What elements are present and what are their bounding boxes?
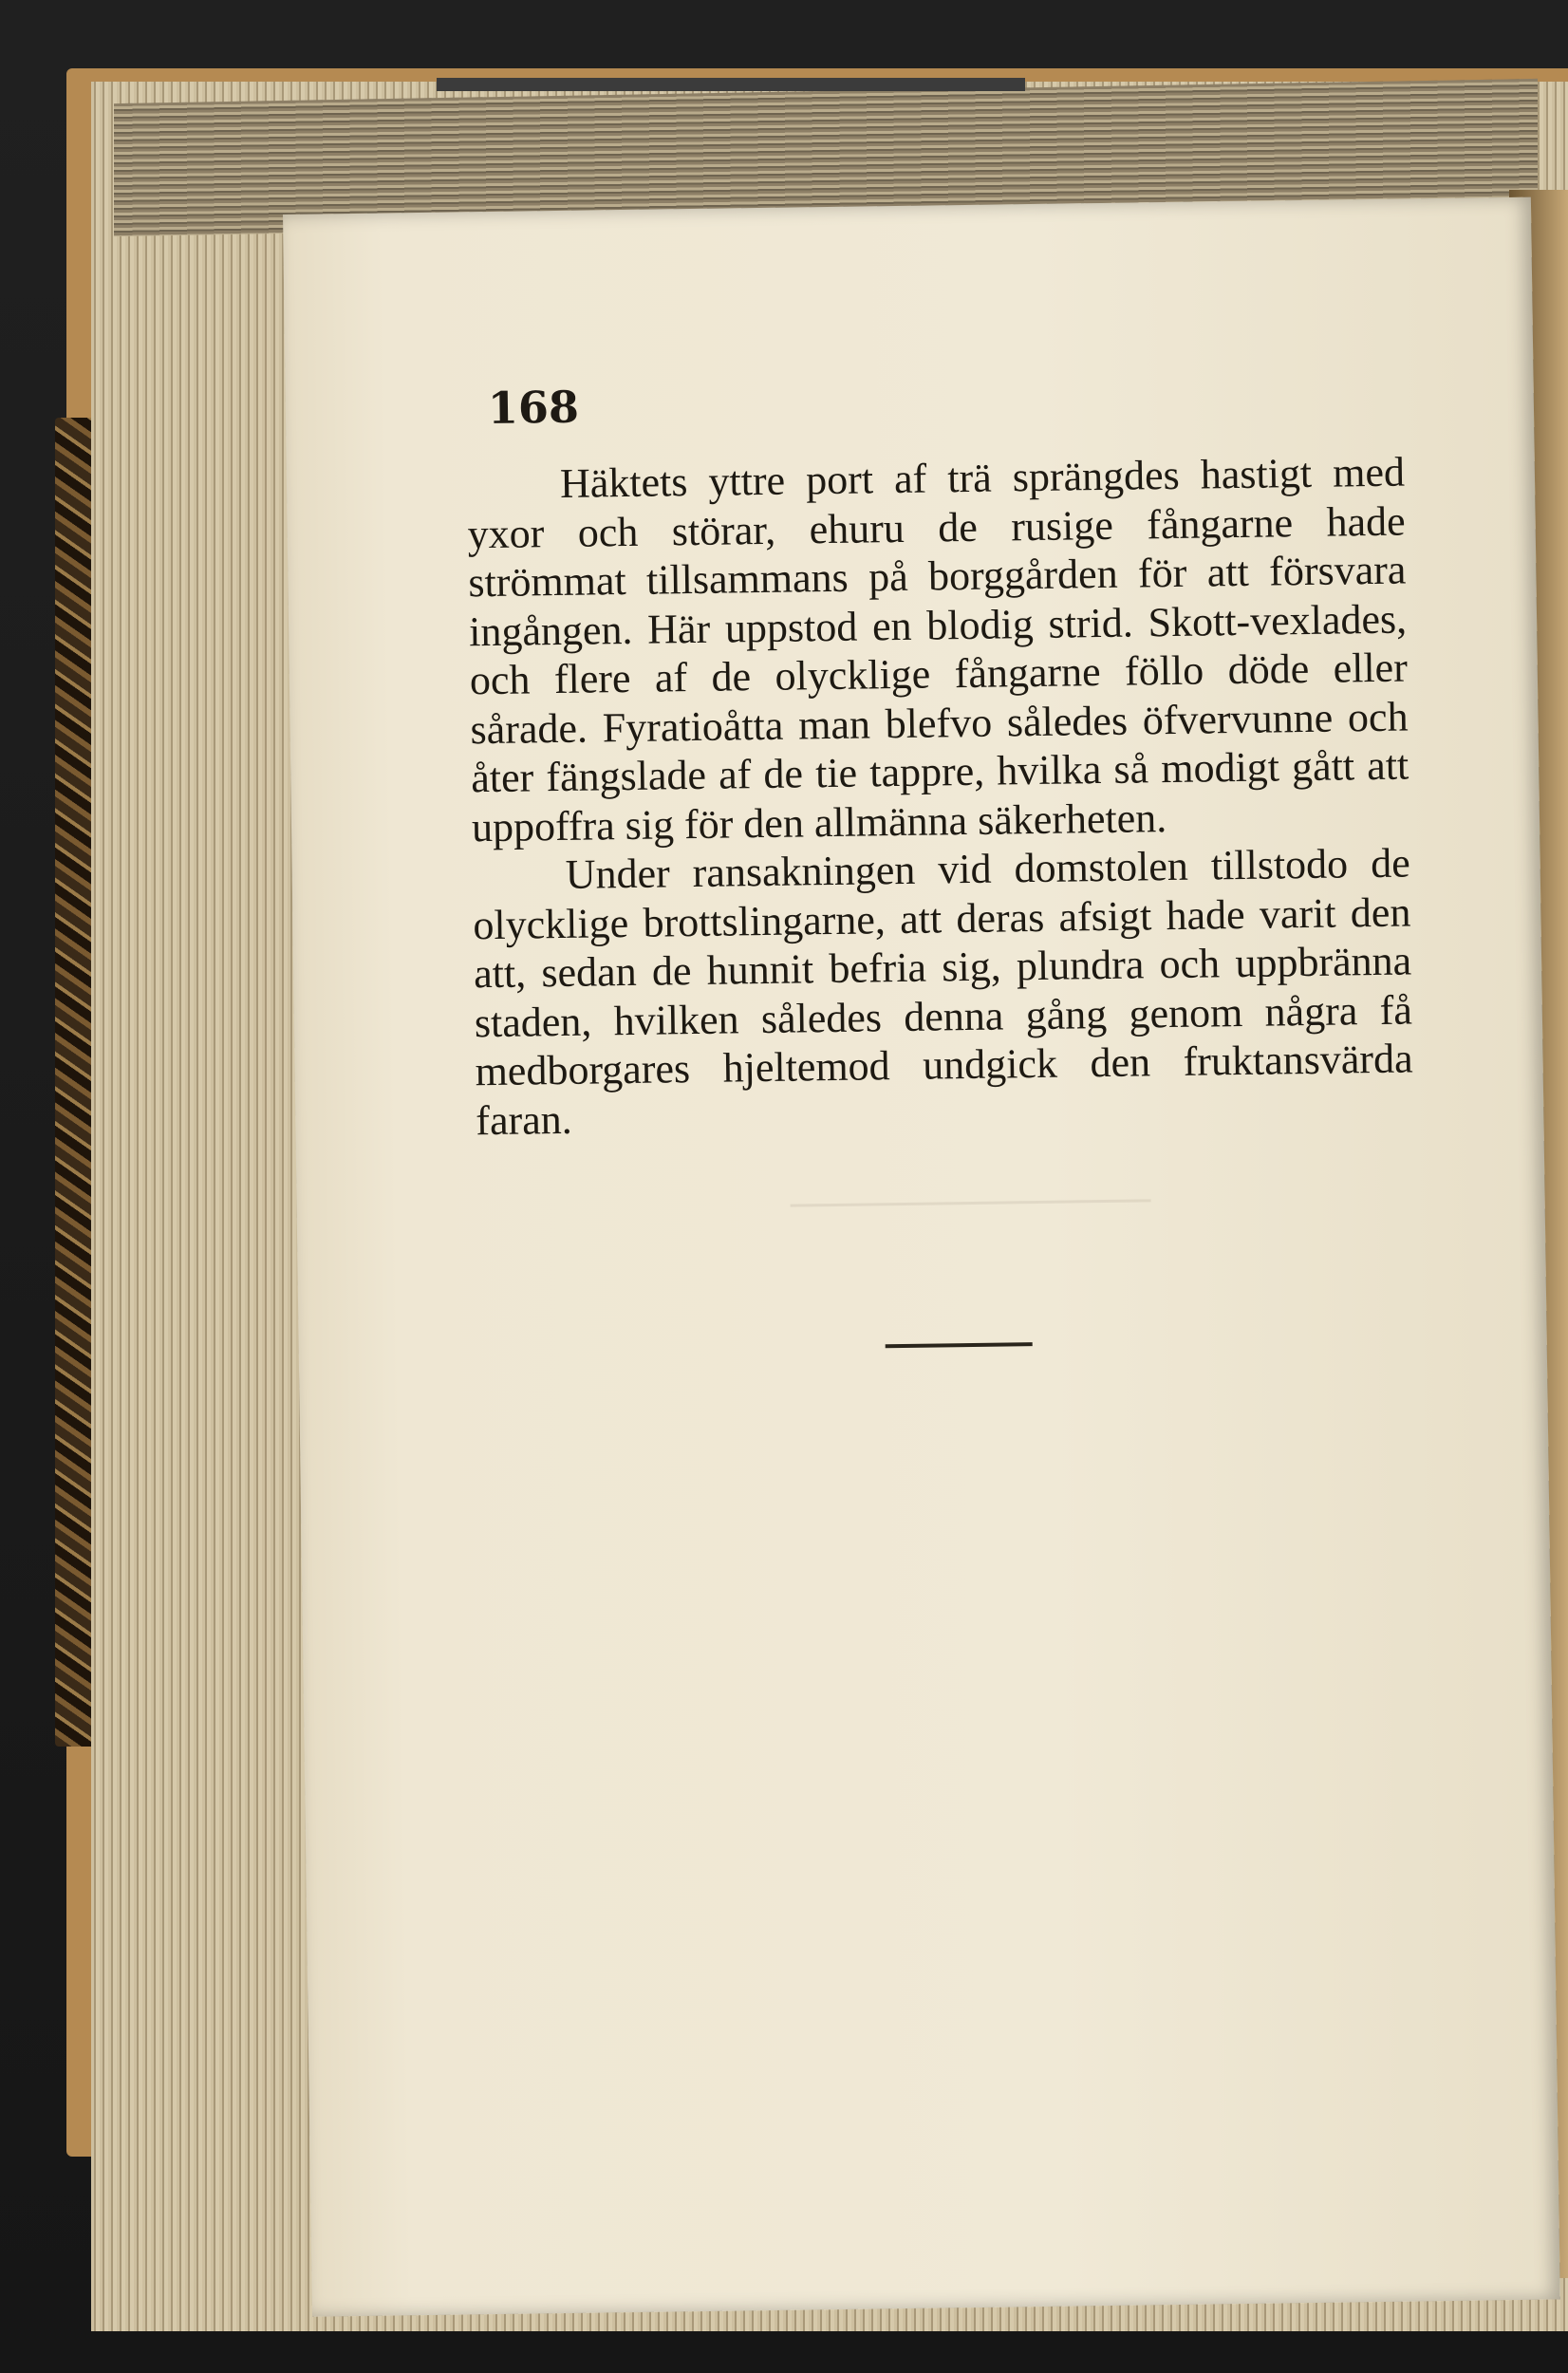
- paragraph-1: Häktets yttre port af trä sprängdes hastigt med yxor och störar, ehuru de rusige fångarne hade strömmat tillsammans på borggården för att försvara ingången. Här uppstod en blodig strid. Skott-vexlades, och flere af de olycklige fångarne föllo döde eller sårade. Fyratioåtta man blefvo således öfvervunne och åter fängslade af de tie tappre, hvilka så modigt gått att uppoffra sig för den allmänna säkerheten.: [467, 448, 1409, 850]
- page-number: 168: [487, 381, 580, 435]
- section-end-rule: [886, 1342, 1033, 1348]
- paragraph-2: Under ransakningen vid domstolen tillstodo de olycklige brottslingarne, att deras afsigt hade varit den att, sedan de hunnit befria sig, plundra och uppbränna staden, hvilken således denna gång genom några få medborgares hjeltemod undgick den fruktansvärda faran.: [473, 839, 1413, 1144]
- page-text: [467, 448, 1414, 1146]
- book-page: [283, 197, 1560, 2317]
- top-binding-strip: [437, 78, 1025, 91]
- bleed-through-shadow: [791, 1199, 1151, 1206]
